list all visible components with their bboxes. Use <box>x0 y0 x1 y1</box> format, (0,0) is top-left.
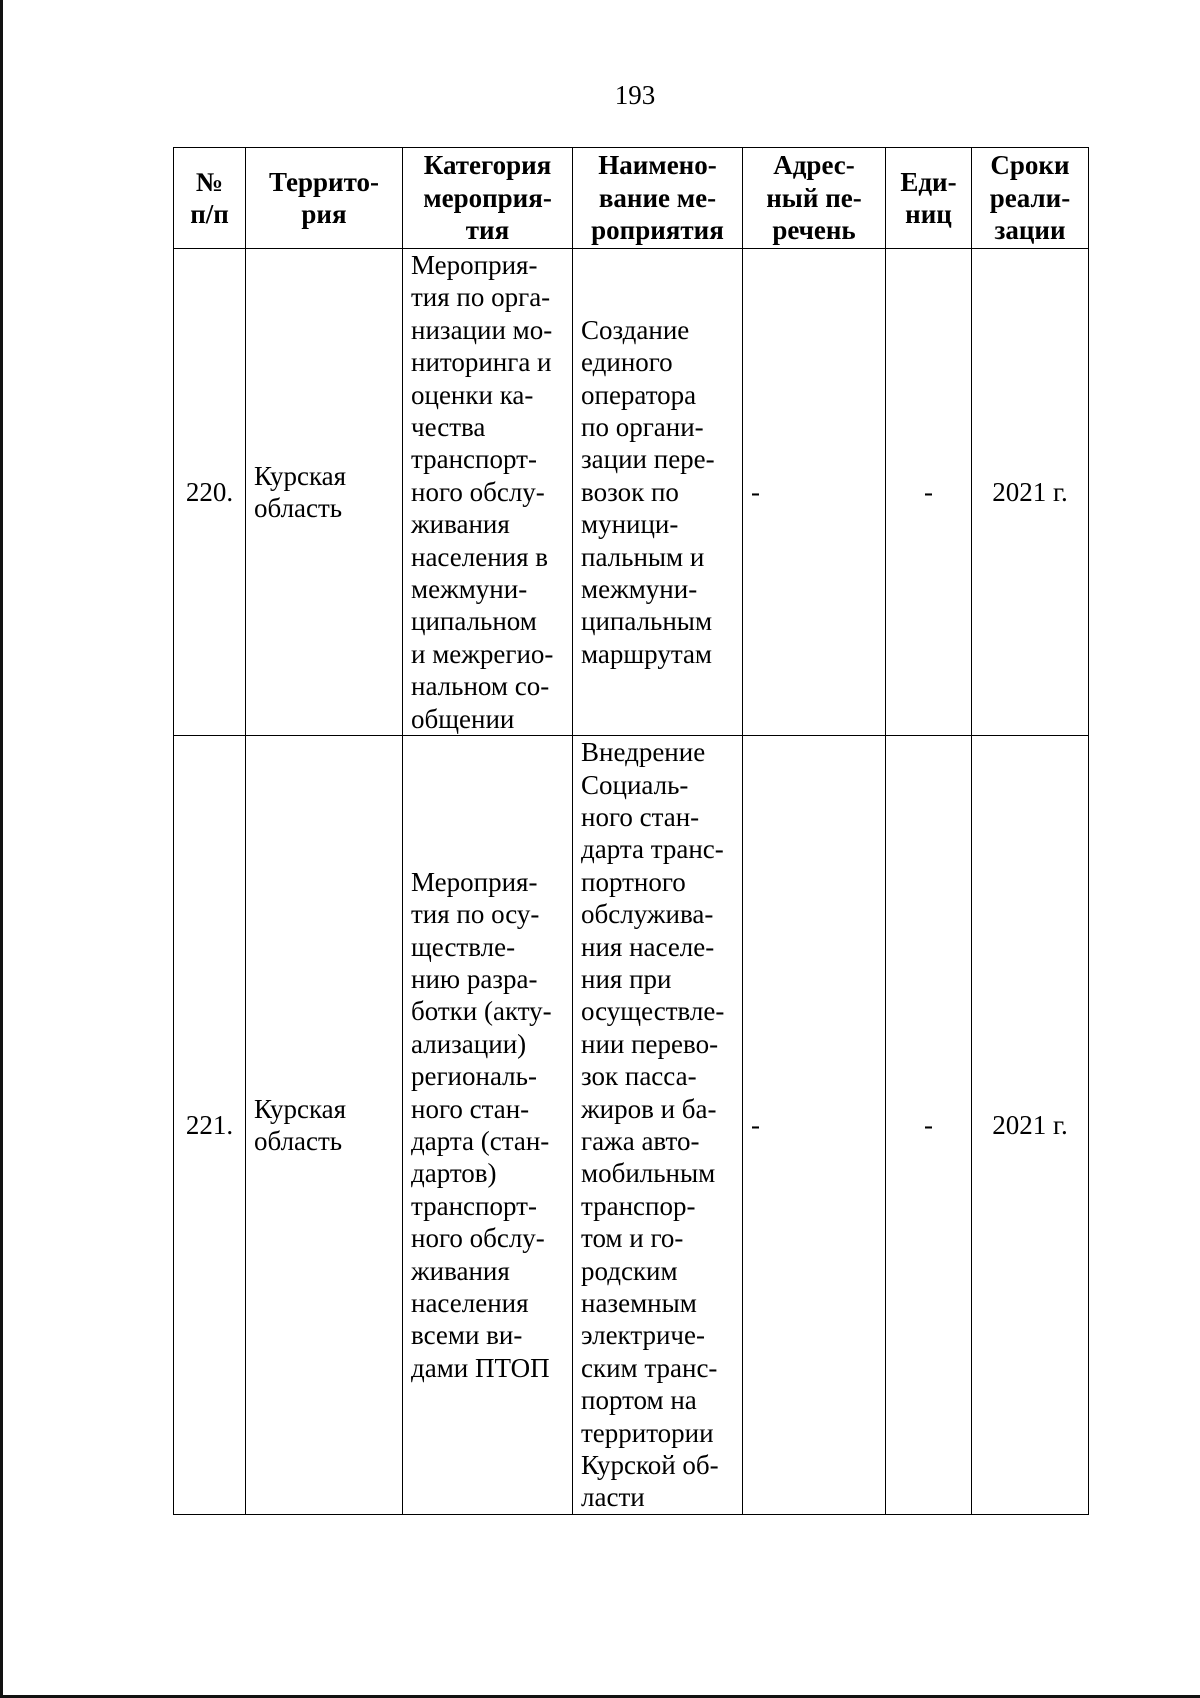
row-measure-name: Создание единого оператора по органи- зации пере- возок по муници- пальным и межмуни- ципальным маршрутам <box>573 249 743 736</box>
row-measure-name: Внедрение Социаль- ного стан- дарта транс- портного обслужива- ния населе- ния при осуществле- нии перево- зок пасса- жиров и ба- гажа авто- мобильным транспор- том и го- родским наземным электриче- ским транс- портом на территории Курской об- ласти <box>573 736 743 1515</box>
header-category: Категория мероприя- тия <box>403 148 573 249</box>
row-territory: Курская область <box>246 249 403 736</box>
row-category: Мероприя- тия по осу- ществле- нию разра- ботки (акту- ализации) региональ- ного стан- дарта (стан- дартов) транспорт- ного обслу- живания населения всеми ви- дами ПТОП <box>403 736 573 1515</box>
table-row <box>174 249 1089 736</box>
header-period: Сроки реали- зации <box>972 148 1089 249</box>
page-number: 193 <box>614 80 656 110</box>
header-name: Наимено- вание ме- роприятия <box>573 148 743 249</box>
row-address-list: - <box>743 736 886 1515</box>
table-header-row <box>174 148 1089 249</box>
row-number: 220. <box>174 249 246 736</box>
row-units: - <box>886 736 972 1515</box>
row-units: - <box>886 249 972 736</box>
row-period: 2021 г. <box>972 249 1089 736</box>
header-number: № п/п <box>174 148 246 249</box>
measures-table <box>173 147 1089 1515</box>
row-period: 2021 г. <box>972 736 1089 1515</box>
table-row <box>174 736 1089 1515</box>
row-territory: Курская область <box>246 736 403 1515</box>
header-units: Еди- ниц <box>886 148 972 249</box>
row-address-list: - <box>743 249 886 736</box>
header-territory: Террито- рия <box>246 148 403 249</box>
header-address-list: Адрес- ный пе- речень <box>743 148 886 249</box>
scan-edge-left <box>0 0 3 1698</box>
row-number: 221. <box>174 736 246 1515</box>
row-category: Мероприя- тия по орга- низации мо- ниторинга и оценки ка- чества транспорт- ного обслу- живания населения в межмуни- ципальном и межрегио- нальном со- общении <box>403 249 573 736</box>
